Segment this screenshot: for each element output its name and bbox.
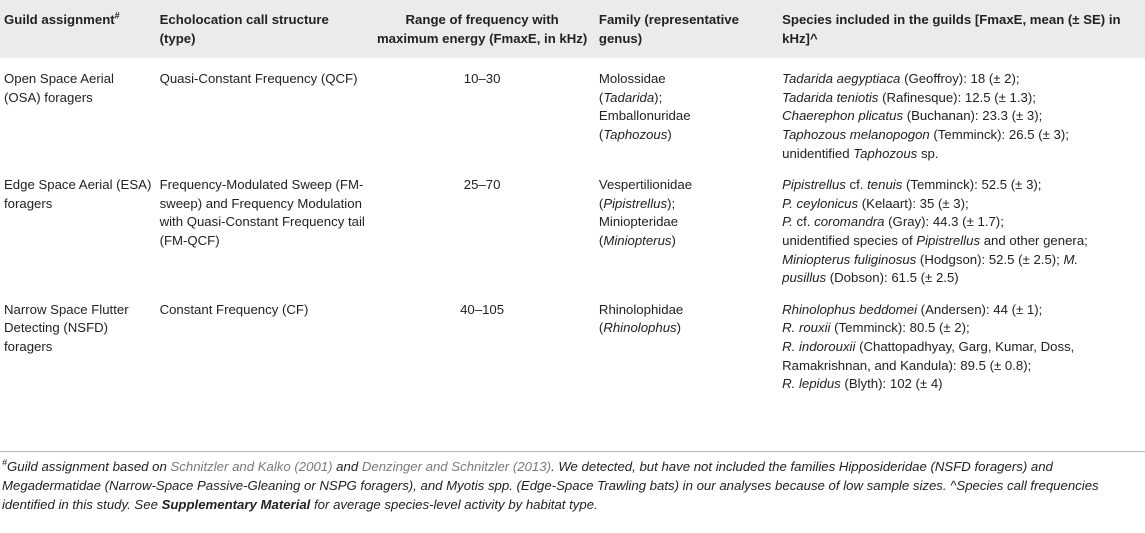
cell-call-structure: Frequency-Modulated Sweep (FM-sweep) and Frequency Modulation with Quasi-Constant Frequency tail (FM-QCF) (159, 177, 365, 248)
species-name: Pipistrellus (916, 232, 981, 248)
species-name: Tadarida teniotis (782, 89, 879, 105)
species-entry: Tadarida teniotis (Rafinesque): 12.5 (± 1.3); (782, 89, 1036, 105)
table-row (0, 297, 1145, 400)
family-name: Miniopteridae (598, 214, 679, 230)
reference-link[interactable]: Denzinger and Schnitzler (2013) (361, 459, 551, 474)
species-entry: R. rouxii (Temminck): 80.5 (± 2); (782, 320, 970, 336)
species-name: M. (1063, 251, 1079, 267)
header-call: Echolocation call structure (type) (159, 12, 329, 46)
cell-guild: Edge Space Aerial (ESA) foragers (4, 177, 152, 211)
species-entry: Rhinolophus beddomei (Andersen): 44 (± 1); (782, 301, 1043, 317)
header-guild: Guild assignment# (4, 10, 120, 27)
species-name: R. lepidus (782, 376, 841, 392)
genus-name: Taphozous (603, 126, 668, 142)
family-name: Vespertilionidae (598, 177, 693, 193)
species-entry: unidentified species of Pipistrellus and other genera; (782, 232, 1088, 248)
reference-link[interactable]: Schnitzler and Kalko (2001) (170, 459, 333, 474)
cell-call-structure: Constant Frequency (CF) (159, 301, 309, 317)
species-name: Miniopterus fuliginosus (782, 251, 917, 267)
header-row (0, 0, 1145, 58)
genus-name: Rhinolophus (603, 320, 677, 336)
family-name: Molossidae (598, 71, 666, 87)
family-name: Emballonuridae (598, 108, 691, 124)
cell-species (778, 172, 1145, 297)
species-entry: Tadarida aegyptiaca (Geoffroy): 18 (± 2); (782, 71, 1020, 87)
table-row (0, 58, 1145, 172)
cell-species (778, 58, 1145, 172)
species-entry: Taphozous melanopogon (Temminck): 26.5 (± 3); (782, 126, 1069, 142)
species-name: Rhinolophus beddomei (782, 301, 918, 317)
species-name: tenuis (867, 177, 903, 193)
bottom-rule (0, 451, 1145, 452)
species-name: Taphozous (853, 145, 918, 161)
species-entry: Ramakrishnan, and Kandula): 89.5 (± 0.8); (782, 357, 1032, 373)
cell-family: Rhinolophidae (Rhinolophus) (598, 301, 684, 336)
cell-species (778, 297, 1145, 400)
cell-family: Molossidae (Tadarida); Emballonuridae (Taphozous) (598, 71, 691, 142)
cell-guild: Open Space Aerial (OSA) foragers (4, 71, 114, 105)
cell-call-structure: Quasi-Constant Frequency (QCF) (159, 71, 358, 87)
species-name: P. ceylonicus (782, 195, 859, 211)
species-name: R. indorouxii (782, 338, 856, 354)
genus-name: Miniopterus (603, 232, 672, 248)
cell-frequency-range: 40–105 (460, 301, 505, 317)
cell-frequency-range: 10–30 (463, 71, 501, 87)
species-entry: Miniopterus fuliginosus (Hodgson): 52.5 (± 2.5); M. (782, 251, 1079, 267)
genus-name: Tadarida (603, 89, 655, 105)
species-entry: P. cf. coromandra (Gray): 44.3 (± 1.7); (782, 214, 1004, 230)
cell-guild: Narrow Space Flutter Detecting (NSFD) foragers (4, 301, 129, 354)
cell-family: Vespertilionidae (Pipistrellus); Miniopteridae (Miniopterus) (598, 177, 693, 248)
species-entry: Pipistrellus cf. tenuis (Temminck): 52.5 (± 3); (782, 177, 1042, 193)
supplementary-link[interactable]: Supplementary Material (161, 497, 311, 513)
table-footnote: #Guild assignment based on Schnitzler and Kalko (2001) and Denzinger and Schnitzler (2013). We detected, but have not included the families Hipposideridae (NSFD foragers) and Megadermatidae (Narrow-Space Passive-Gleaning or NSPG foragers), and Myotis spp. (Edge-Space Trawling bats) in our analyses because of low sample sizes. ^Species call frequencies identified in this study. See Supplementary Material for average species-level activity by habitat type. (2, 457, 1099, 513)
species-name: P. (782, 214, 793, 230)
header-range: Range of frequency with maximum energy (FmaxE, in kHz) (376, 12, 588, 46)
species-name: Tadarida aegyptiaca (782, 71, 901, 87)
guild-footnote-mark: # (114, 10, 120, 21)
species-entry: R. indorouxii (Chattopadhyay, Garg, Kumar, Doss, (782, 338, 1075, 354)
genus-name: Pipistrellus (603, 195, 668, 211)
header-family: Family (representative genus) (598, 12, 739, 46)
species-name: Pipistrellus (782, 177, 846, 193)
table-row (0, 172, 1145, 297)
species-name: R. rouxii (782, 320, 831, 336)
species-entry: R. lepidus (Blyth): 102 (± 4) (782, 376, 943, 392)
species-name: Taphozous melanopogon (782, 126, 930, 142)
family-name: Rhinolophidae (598, 301, 684, 317)
species-name: pusillus (782, 270, 827, 286)
species-entry: unidentified Taphozous sp. (782, 145, 939, 161)
species-entry: P. ceylonicus (Kelaart): 35 (± 3); (782, 195, 969, 211)
species-entry: pusillus (Dobson): 61.5 (± 2.5) (782, 270, 959, 286)
cell-frequency-range: 25–70 (463, 177, 501, 193)
header-species: Species included in the guilds [FmaxE, mean (± SE) in kHz]^ (782, 12, 1121, 46)
species-entry: Chaerephon plicatus (Buchanan): 23.3 (± 3); (782, 108, 1043, 124)
species-name: Chaerephon plicatus (782, 108, 904, 124)
species-name: coromandra (814, 214, 885, 230)
